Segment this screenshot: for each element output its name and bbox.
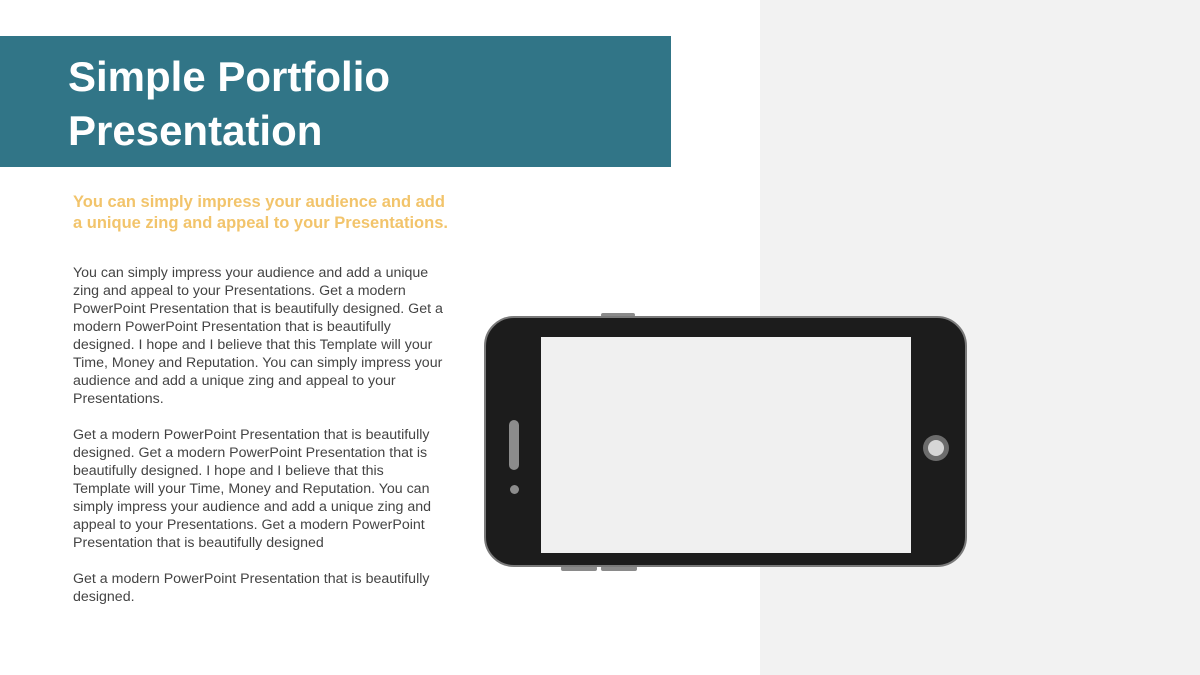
subtitle: You can simply impress your audience and add a unique zing and appeal to your Presentations. (73, 193, 448, 232)
title-line-2: Presentation (68, 107, 323, 154)
smartphone-landscape-icon (484, 316, 967, 567)
paragraph-2: Get a modern PowerPoint Presentation that is beautifully designed. Get a modern PowerPoint Presentation that is beautifully designed. I hope and I believe that this Template will your Time, Money and Reputation. You can simply impress your audience and add a unique zing and appeal to your Presentations. Get a modern PowerPoint Presentation that is beautifully designed (73, 427, 432, 551)
phone-body (484, 316, 967, 567)
speaker-icon (509, 420, 519, 470)
title-line-1: Simple Portfolio (68, 53, 391, 100)
phone-screen (541, 337, 911, 553)
camera-icon (510, 485, 519, 494)
paragraph-3: Get a modern PowerPoint Presentation that is beautifully designed. (73, 571, 430, 605)
page-title (68, 50, 628, 158)
home-button-icon (923, 435, 949, 461)
body-text (73, 264, 445, 624)
paragraph-1: You can simply impress your audience and add a unique zing and appeal to your Presentations. Get a modern PowerPoint Presentation that is beautifully designed. Get a modern PowerPoint Presentation that is beautifully designed. I hope and I believe that this Template will your Time, Money and Reputation. You can simply impress your audience and add a unique zing and appeal to your Presentations. (73, 265, 443, 407)
